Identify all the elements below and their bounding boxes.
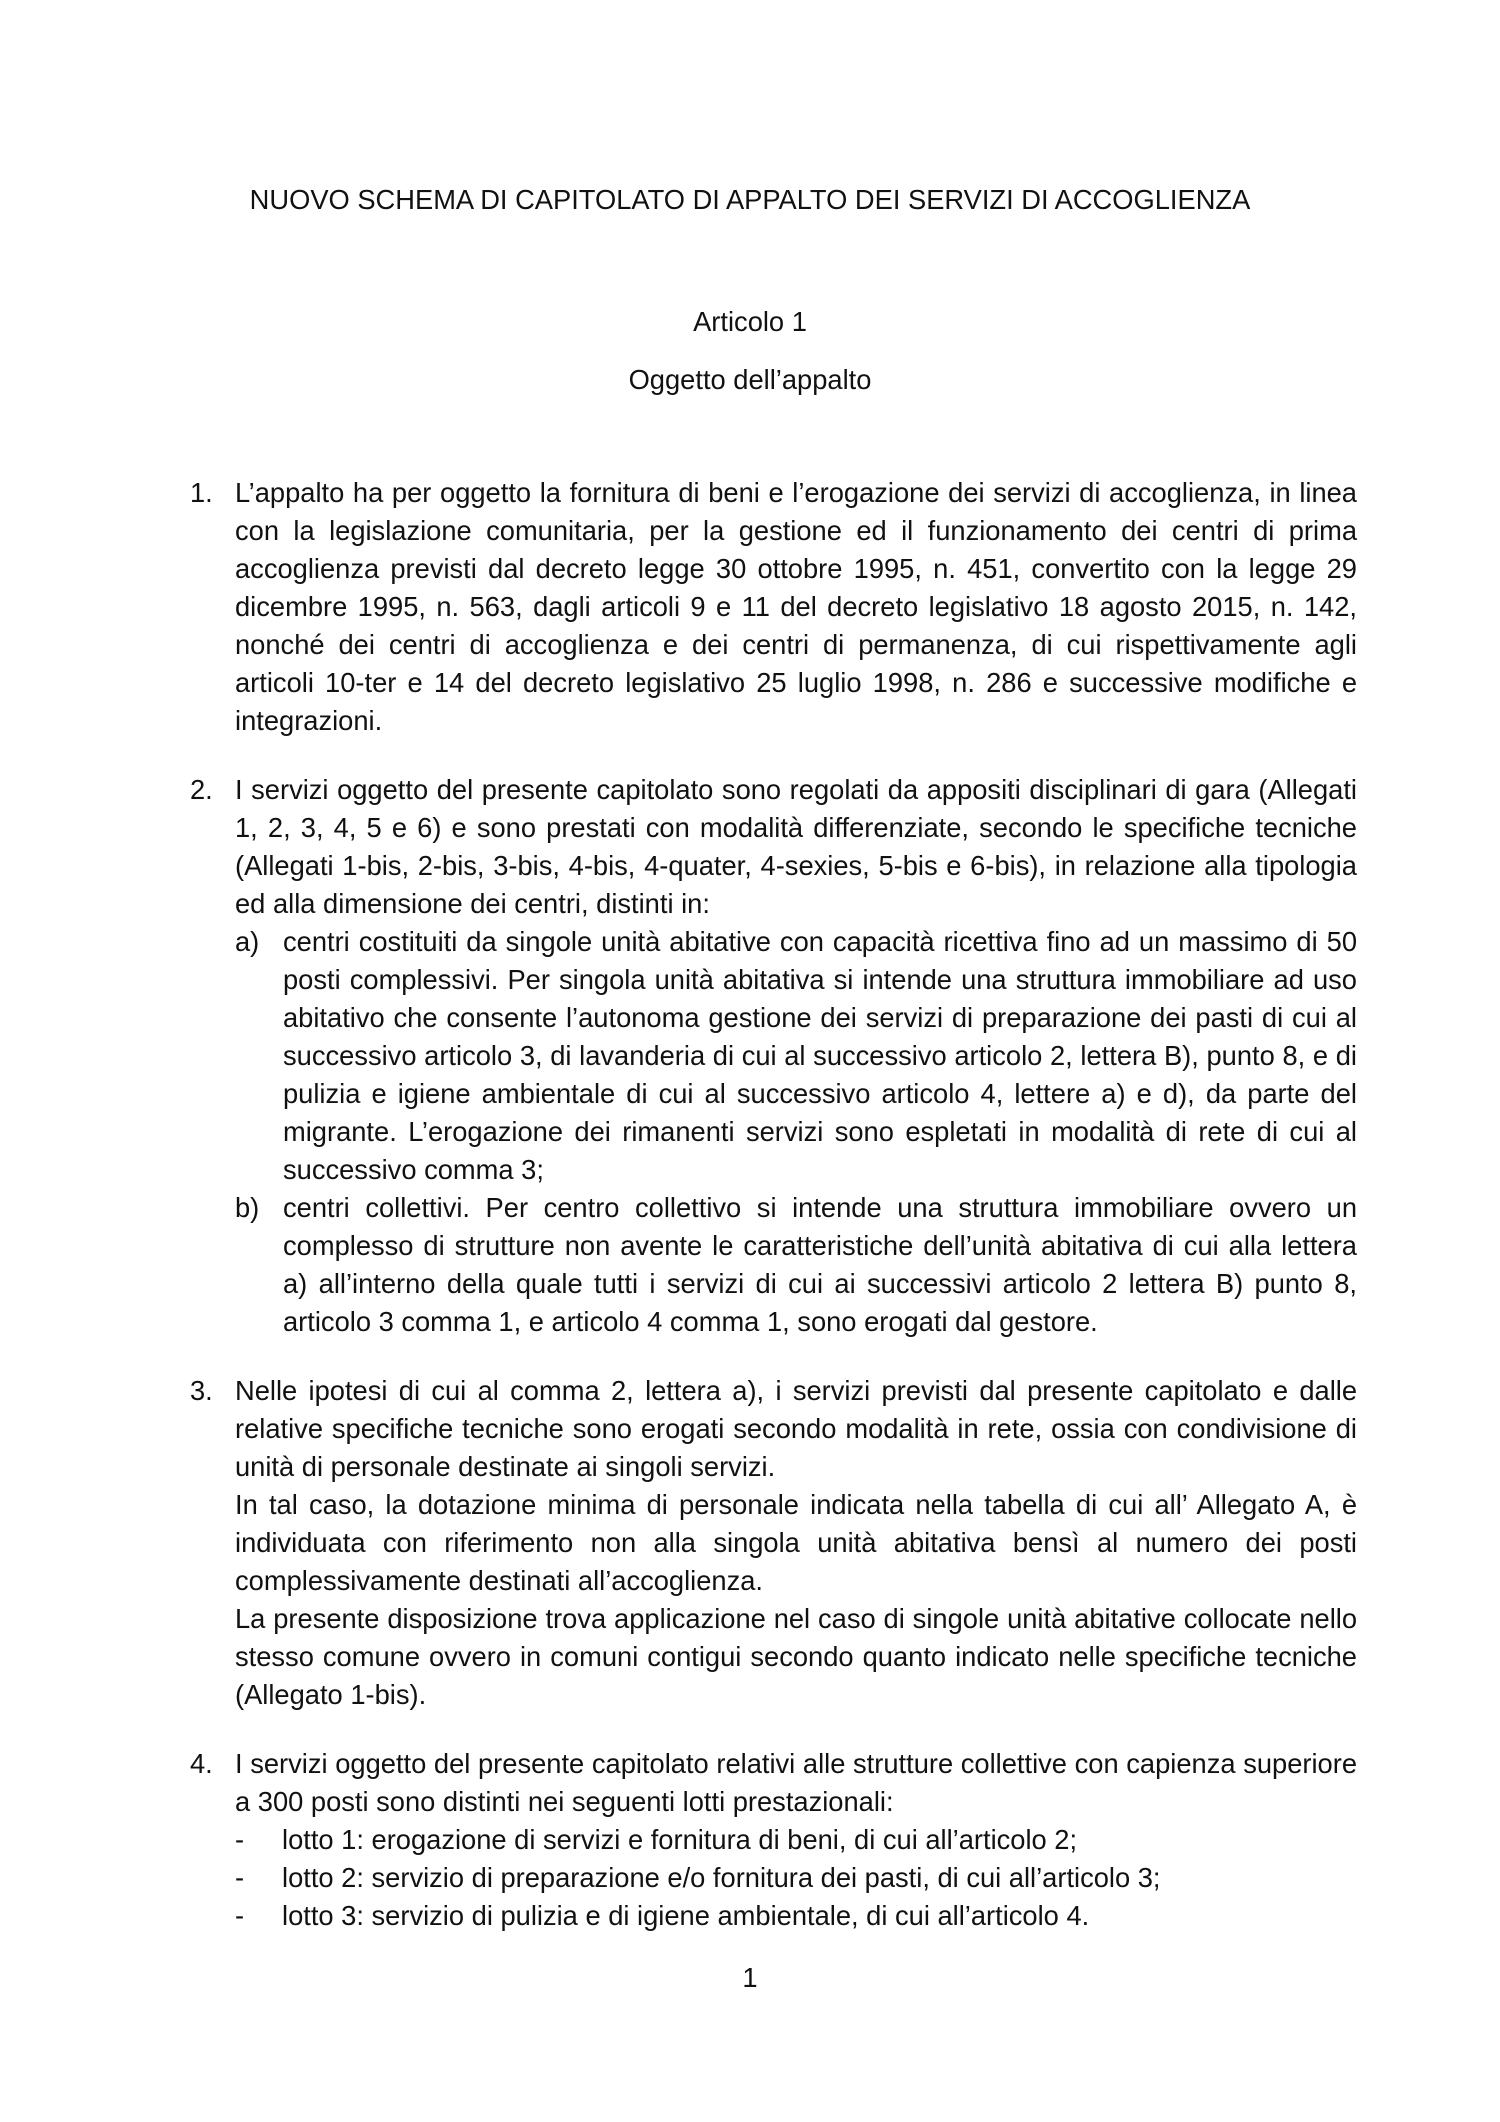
dash-bullet: - xyxy=(235,1824,245,1855)
item-paragraph: La presente disposizione trova applicazione nel caso di singole unità abitative collocate nello stesso comune ovvero in comuni contigui secondo quanto indicato nelle specifiche tecniche (Allegato 1-bis). xyxy=(235,1603,1357,1710)
dash-item-text: lotto 1: erogazione di servizi e fornitura di beni, di cui all’articolo 2; xyxy=(282,1824,1078,1855)
list-item-1 xyxy=(190,474,1357,740)
list-item-2 xyxy=(190,771,1357,1341)
item-paragraph: In tal caso, la dotazione minima di personale indicata nella tabella di cui all’ Allegato A, è individuata con riferimento non alla singola unità abitativa bensì al numero dei posti complessivamente destinati all’accoglienza. xyxy=(235,1489,1357,1596)
item-text: L’appalto ha per oggetto la fornitura di beni e l’erogazione dei servizi di accoglienza, in linea con la legislazione comunitaria, per la gestione ed il funzionamento dei centri di prima accoglienza previsti dal decreto legge 30 ottobre 1995, n. 451, convertito con la legge 29 dicembre 1995, n. 563, dagli articoli 9 e 11 del decreto legislativo 18 agosto 2015, n. 142, nonché dei centri di accoglienza e dei centri di permanenza, di cui rispettivamente agli articoli 10-ter e 14 del decreto legislativo 25 luglio 1998, n. 286 e successive modifiche e integrazioni. xyxy=(235,477,1357,736)
dash-item-lotto-2 xyxy=(235,1859,1357,1897)
item-body xyxy=(235,1372,1357,1714)
item-paragraph: Nelle ipotesi di cui al comma 2, lettera a), i servizi previsti dal presente capitolato e dalle relative specifiche tecniche sono erogati secondo modalità in rete, ossia con condivisione di unità di personale destinate ai singoli servizi. xyxy=(235,1375,1357,1482)
dash-item-text: lotto 3: servizio di pulizia e di igiene ambientale, di cui all’articolo 4. xyxy=(282,1900,1090,1931)
sub-item-text: centri costituiti da singole unità abitative con capacità ricettiva fino ad un massimo di 50 posti complessivi. Per singola unità abitativa si intende una struttura immobiliare ad uso abitativo che consente l’autonoma gestione dei servizi di preparazione dei pasti di cui al successivo articolo 3, di lavanderia di cui al successivo articolo 2, lettera B), punto 8, e di pulizia e igiene ambientale di cui al successivo articolo 4, lettere a) e d), da parte del migrante. L’erogazione dei rimanenti servizi sono espletati in modalità di rete di cui al successivo comma 3; xyxy=(283,926,1357,1185)
page-number: 1 xyxy=(742,1962,758,1993)
sub-item-letter: b) xyxy=(235,1192,260,1223)
item-number: 1. xyxy=(190,477,213,508)
sub-item-b xyxy=(235,1189,1357,1341)
item-body xyxy=(235,1745,1357,1935)
item-text: I servizi oggetto del presente capitolato relativi alle strutture collettive con capienza superiore a 300 posti sono distinti nei seguenti lotti prestazionali: xyxy=(235,1748,1357,1817)
list-item-3 xyxy=(190,1372,1357,1714)
document-title: NUOVO SCHEMA DI CAPITOLATO DI APPALTO DEI SERVIZI DI ACCOGLIENZA xyxy=(249,184,1251,215)
sub-item-a xyxy=(235,923,1357,1189)
dash-bullet: - xyxy=(235,1862,245,1893)
list-item-4 xyxy=(190,1745,1357,1935)
dash-bullet: - xyxy=(235,1900,245,1931)
article-subtitle: Oggetto dell’appalto xyxy=(628,364,872,395)
item-number: 2. xyxy=(190,774,213,805)
dash-item-lotto-3 xyxy=(235,1897,1357,1935)
dash-item-text: lotto 2: servizio di preparazione e/o fornitura dei pasti, di cui all’articolo 3; xyxy=(282,1862,1161,1893)
article-heading: Articolo 1 xyxy=(693,306,807,337)
sub-item-letter: a) xyxy=(235,926,260,957)
item-text: I servizi oggetto del presente capitolato sono regolati da appositi disciplinari di gara (Allegati 1, 2, 3, 4, 5 e 6) e sono prestati con modalità differenziate, secondo le specifiche tecniche (Allegati 1-bis, 2-bis, 3-bis, 4-bis, 4-quater, 4-sexies, 5-bis e 6-bis), in relazione alla tipologia ed alla dimensione dei centri, distinti in: xyxy=(235,774,1357,919)
item-number: 3. xyxy=(190,1375,213,1406)
dash-item-lotto-1 xyxy=(235,1821,1357,1859)
item-number: 4. xyxy=(190,1748,213,1779)
sub-item-text: centri collettivi. Per centro collettivo si intende una struttura immobiliare ovvero un complesso di strutture non avente le caratteristiche dell’unità abitativa di cui alla lettera a) all’interno della quale tutti i servizi di cui ai successivi articolo 2 lettera B) punto 8, articolo 3 comma 1, e articolo 4 comma 1, sono erogati dal gestore. xyxy=(283,1192,1357,1337)
item-body xyxy=(235,771,1357,1341)
